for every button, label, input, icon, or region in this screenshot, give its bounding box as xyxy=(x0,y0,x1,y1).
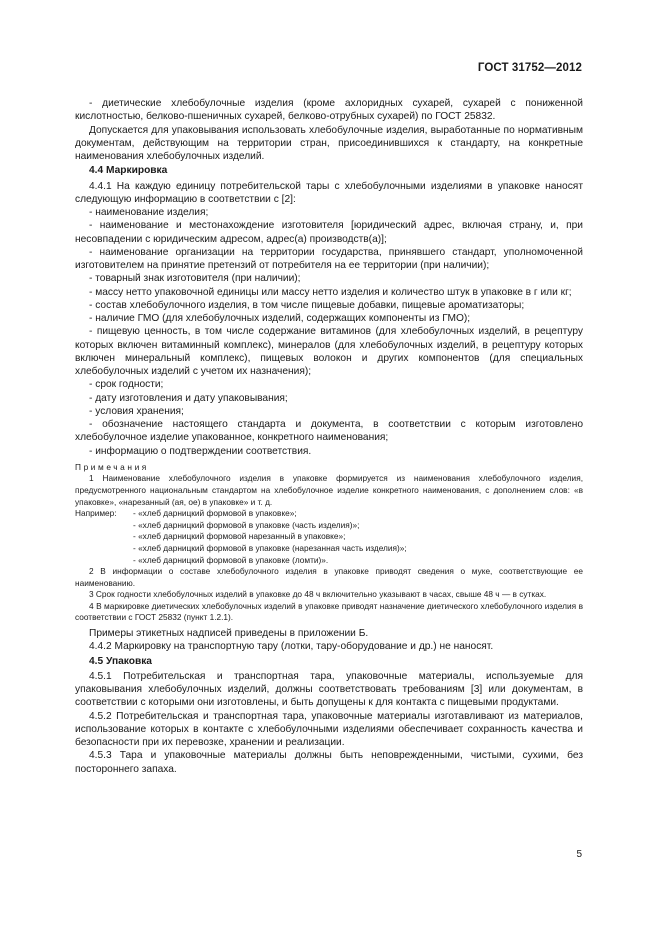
list-item: - условия хранения; xyxy=(89,405,184,417)
intro-dietary-item: - диетические хлебобулочные изделия (кроме ахлоридных сухарей, сухарей с пониженной кислотностью, белково-пшеничных сухарей, белково-отрубных сухарей) по ГОСТ 25832. xyxy=(75,98,583,123)
example-block xyxy=(75,508,583,566)
section-heading-marking: 4.4 Маркировка xyxy=(89,165,168,177)
list-item: - состав хлебобулочного изделия, в том числе пищевые добавки, пищевые ароматизаторы; xyxy=(89,299,525,311)
note-4: 4 В маркировке диетических хлебобулочных изделий в упаковке приводят назначение диетического хлебобулочного изделия в соответствии с ГОСТ 25832 (пункт 1.2.1). xyxy=(75,600,583,623)
example-label: Например: xyxy=(75,508,117,519)
list-item: - обозначение настоящего стандарта и документа, в соответствии с которым изготовлено хлебобулочное изделие упакованное, конкретного наименования; xyxy=(75,419,583,444)
list-item: - информацию о подтверждении соответствия. xyxy=(89,445,312,457)
section-heading-packaging: 4.5 Упаковка xyxy=(89,655,152,667)
intro-permission: Допускается для упаковывания использовать хлебобулочные изделия, выработанные по нормативным документам, действующим на территории стран, присоединившихся к стандарту, на конкретные наименования хлебобулочных изделий. xyxy=(75,124,583,162)
note-1: 1 Наименование хлебобулочного изделия в упаковке формируется из наименования хлебобулочного изделия, предусмотренного национальным стандартом на хлебобулочное изделие конкретного наименования, с дополнением слов: «в упаковке», «нарезанный (ая, ое) в упаковке» и т. д. xyxy=(75,473,583,507)
label-examples-reference: Примеры этикетных надписей приведены в приложении Б. xyxy=(89,628,369,640)
example-item: - «хлеб дарницкий формовой в упаковке (нарезанная часть изделия)»; xyxy=(133,542,407,553)
notes-title: Примечания xyxy=(75,461,149,472)
list-item: - наименование и местонахождение изготовителя [юридический адрес, включая страну, и, при несовпадении с юридическим адресом, адрес(а) производств(а)]; xyxy=(75,220,583,245)
clause-4-4-2: 4.4.2 Маркировку на транспортную тару (лотки, тару-оборудование и др.) не наносят. xyxy=(89,641,494,653)
clause-4-5-3: 4.5.3 Тара и упаковочные материалы должны быть неповрежденными, чистыми, сухими, без постороннего запаха. xyxy=(75,750,583,775)
note-3: 3 Срок годности хлебобулочных изделий в упаковке до 48 ч включительно указывают в часах, свыше 48 ч — в сутках. xyxy=(89,589,547,600)
example-item: - «хлеб дарницкий формовой нарезанный в упаковке»; xyxy=(133,531,346,542)
list-item: - товарный знак изготовителя (при наличии); xyxy=(89,273,301,285)
page-number: 5 xyxy=(576,849,582,860)
example-item: - «хлеб дарницкий формовой в упаковке»; xyxy=(133,508,297,519)
list-item: - пищевую ценность, в том числе содержание витаминов (для хлебобулочных изделий, в рецептуру которых включен витаминный комплекс), минералов (для хлебобулочных изделий, в рецептуру которых включен минеральный комплекс), пищевых волокон и других компонентов (для специальных хлебобулочных изделий с учетом их назначения); xyxy=(75,326,583,377)
list-item: - массу нетто упаковочной единицы или массу нетто изделия и количество штук в упаковке в г или кг; xyxy=(89,286,572,298)
document-body xyxy=(75,97,583,776)
clause-4-4-1: 4.4.1 На каждую единицу потребительской тары с хлебобулочными изделиями в упаковке наносят следующую информацию в соответствии с [2]: xyxy=(75,180,583,205)
clause-4-5-1: 4.5.1 Потребительская и транспортная тара, упаковочные материалы, используемые для упаковывания хлебобулочных изделий, должны соответствовать требованиям [3] или документам, в соответствии с которыми они изготовлены, и быть допущены к для контакта с пищевыми продуктами. xyxy=(75,670,583,709)
list-item: - наименование изделия; xyxy=(89,207,209,218)
list-item: - срок годности; xyxy=(89,379,164,391)
example-list xyxy=(133,508,583,566)
list-item: - дату изготовления и дату упаковывания; xyxy=(89,392,288,404)
note-2: 2 В информации о составе хлебобулочного изделия в упаковке приводят сведения о муке, соответствующие ее наименованию. xyxy=(75,566,583,588)
list-item: - наименование организации на территории государства, принявшего стандарт, уполномоченной изготовителем на принятие претензий от потребителя на ее территории (при наличии); xyxy=(75,246,583,271)
clause-4-5-2: 4.5.2 Потребительская и транспортная тара, упаковочные материалы изготавливают из материалов, использование которых в контакте с хлебобулочными изделиями обеспечивает сохранность качества и безопасности при их перевозке, хранении и реализации. xyxy=(75,710,583,749)
example-item: - «хлеб дарницкий формовой в упаковке (ломти)». xyxy=(133,554,329,565)
list-item: - наличие ГМО (для хлебобулочных изделий, содержащих компоненты из ГМО); xyxy=(89,313,471,324)
example-item: - «хлеб дарницкий формовой в упаковке (часть изделия)»; xyxy=(133,519,360,530)
notes-block xyxy=(75,462,583,624)
standard-designation: ГОСТ 31752—2012 xyxy=(477,62,582,74)
